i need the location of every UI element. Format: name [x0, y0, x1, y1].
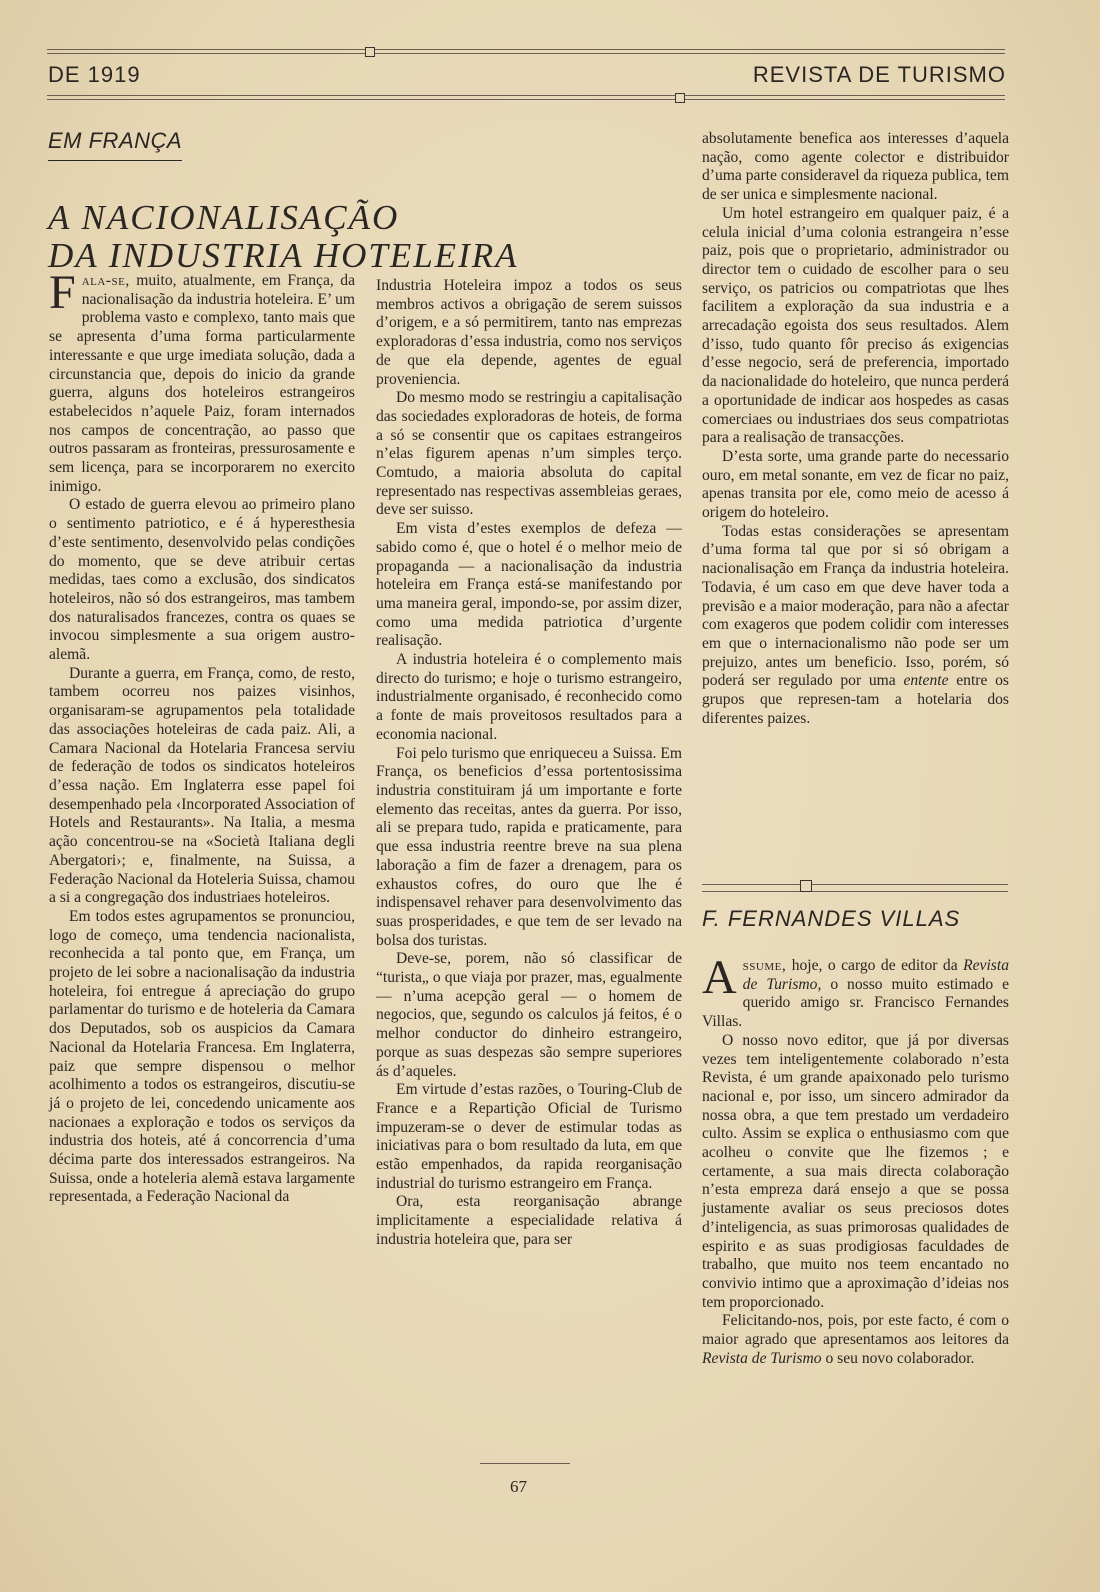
page-number: 67	[510, 1477, 527, 1496]
paragraph-text: muito, atualmente, em França, da nacionalisação da industria hoteleira. E’ um problema vasto e complexo, tanto mais que se apresenta d’uma forma particularmente interessante e que urge imediata solução, dada a circunstancia que, depois do inicio da grande guerra, alguns dos hoteleiros estrangeiros estabelecidos n’aquele Paiz, foram internados nos campos de concentração, ao passo que outros passaram as fronteiras, pressurosamente e sem licença, para se incorporarem no exercito inimigo.	[49, 272, 355, 495]
article-paragraph: Em vista d’estes exemplos de defeza — sabido como é, que o hotel é o melhor meio de propaganda — a nacionalisação da industria hoteleira em França está-se manifestando por uma maneira geral, impondo-se, por assim dizer, como uma medida patriotica d’urgente realisação.	[376, 520, 682, 650]
header-rule-ornament	[675, 93, 685, 103]
notice-heading: F. FERNANDES VILLAS	[702, 906, 961, 931]
article-paragraph: Um hotel estrangeiro em qualquer paiz, é a celula inicial d’uma colonia estrangeira n’esse paiz, pois que o proprietario, administrador ou director tem o cuidado de escolher para o seu serviço, os patricios ou compatriotas que lhes facilitem a exploração da sua industria e a arrecadação egoista dos seus resultados. Alem d’isso, tudo quanto fôr preciso ás exigencias d’esse negocio, será de preferencia, importado da nacionalidade do hoteleiro, que nunca perderá a oportunidade de indicar aos hospedes as casas comerciaes ou industriaes dos seus compatriotas para a realisação de transacções.	[702, 204, 1009, 447]
article-paragraph	[49, 266, 355, 496]
article-headline	[48, 199, 648, 275]
section-kicker: EM FRANÇA	[48, 128, 182, 161]
article-paragraph: Em virtude d’estas razões, o Touring-Club de France e a Repartição Oficial de Turismo impuzeram-se o dever de estimular todas as iniciativas para o bom resultado da luta, em que estão empenhados, da rapida reorganisação industrial do turismo estrangeiro em França.	[376, 1081, 682, 1192]
notice-column	[702, 951, 1009, 1368]
paragraph-text: Todas estas considerações se apresentam d’uma forma tal que por si só obrigam a nacionalisação em França da industria hoteleira. Todavia, é um caso em que deve haver toda a previsão e a maior moderação, para não a afectar com exageros que podem colidir com interesses em que o internacionalismo não pode ser um prejuizo, antes um beneficio. Isso, porém, só poderá ser regulado por uma	[702, 522, 1009, 690]
running-head-date: DE 1919	[48, 62, 141, 87]
italic-title: Revista de Turismo	[702, 1349, 822, 1367]
paragraph-text: o nosso muito estimado e querido amigo sr. Francisco Fernandes Villas.	[702, 975, 1009, 1031]
italic-term: entente	[903, 672, 949, 690]
article-paragraph: D’esta sorte, uma grande parte do necessario ouro, em metal sonante, em vez de ficar no paiz, apenas transita por ele, como meio de acesso á origem do hoteleiro.	[702, 447, 1009, 522]
section-divider	[702, 884, 1008, 892]
headline-line-2: DA INDUSTRIA HOTELEIRA	[48, 236, 519, 276]
italic-title: Revista de Turismo,	[742, 957, 1009, 993]
paragraph-text: o seu novo colaborador.	[821, 1349, 975, 1367]
divider-ornament	[800, 880, 812, 892]
notice-paragraph	[702, 1312, 1009, 1368]
article-paragraph: Deve-se, porem, não só classificar de “turista„ o que viaja por prazer, mas, egualmente — n’uma acepção geral — o homem de negocios, que, segundo os calculos já feitos, é o melhor conductor do dinheiro estrangeiro, porque as suas despezas são sempre superiores ás d’aqueles.	[376, 950, 682, 1080]
article-paragraph: Do mesmo modo se restringiu a capitalisação das sociedades exploradoras de hoteis, de forma a só se consentir que os capitaes estrangeiros n’elas figurem apenas n’um simples terço. Comtudo, a maioria absoluta do capital representado nas respectivas assembleias geraes, deve ser suisso.	[376, 389, 682, 519]
lead-smallcaps: ala-se,	[81, 272, 130, 289]
header-rule-top	[47, 49, 1005, 54]
article-paragraph: Industria Hoteleira impoz a todos os seus membros activos a obrigação de serem suissos d’origem, e a só permitirem, tanto nas emprezas exploradoras d’essa industria, como nos serviços de que ela depende, agentes de egual proveniencia.	[376, 277, 682, 388]
paragraph-text: entre os grupos que represen-tam a hotelaria dos diferentes paizes.	[702, 672, 1009, 727]
header-rule-ornament	[365, 47, 375, 57]
article-paragraph: Durante a guerra, em França, como, de resto, tambem ocorreu nos paizes visinhos, organisaram-se agrupamentos pela totalidade das associações hoteleiras de cada paiz. Ali, a Camara Nacional da Hotelaria Francesa serviu de federação de todos os sindicatos hoteleiros d’essa nação. Em Inglaterra esse papel foi desempenhado pela ‹Incorporated Association of Hotels and Restaurants». Na Italia, a mesma ação concentrou-se na «Società Italiana degli Abergatori›; e, finalmente, na Suissa, a Federação Nacional da Hoteleria Suissa, chamou a si a congregação dos industriaes hoteleiros.	[49, 664, 355, 907]
drop-cap: A	[702, 951, 737, 1004]
article-column-1	[49, 266, 355, 1207]
article-paragraph: Ora, esta reorganisação abrange implicitamente a especialidade relativa á industria hoteleira que, para ser	[376, 1193, 682, 1248]
article-paragraph: Foi pelo turismo que enriqueceu a Suissa. Em França, os beneficios d’essa portentosissima industria constituiram já um importante e forte elemento das receitas, antes da guerra. Por isso, ali se prepara tudo, rapida e praticamente, para que essa industria reentre breve na sua plena laboração a fim de fazer a drenagem, para os exhaustos cofres, do ouro que lhe é indispensavel rehaver para desenvolvimento das suas prosperidades, e que tem de ser levado na bolsa dos turistas.	[376, 744, 682, 949]
article-paragraph: A industria hoteleira é o complemento mais directo do turismo; e hoje o turismo estrangeiro, industrialmente organisado, é reconhecido como a fonte de mais proveitosos resultados para a economia nacional.	[376, 651, 682, 743]
header-rule-bottom	[47, 95, 1005, 100]
article-column-2	[376, 277, 682, 1250]
lead-smallcaps: ssume,	[742, 957, 787, 974]
running-head-title: REVISTA DE TURISMO	[752, 62, 1006, 87]
article-paragraph	[702, 523, 1009, 729]
drop-cap: F	[49, 266, 76, 319]
footer-rule	[480, 1463, 570, 1464]
notice-paragraph	[702, 951, 1009, 1032]
notice-paragraph: O nosso novo editor, que já por diversas vezes tem inteligentemente colaborado n’esta Revista, é um grande apaixonado pelo turismo nacional e, por isso, um sincero admirador da nossa obra, a que tem prestado um verdadeiro culto. Assim se explica o enthusiasmo com que acolheu o convite que lhe fizemos ; e certamente, a sua mais directa colaboração n’esta empreza dará ensejo a que se possa justamente avaliar os seus preciosos dotes d’inteligencia, as suas primorosas qualidades de espirito e as suas prodigiosas faculdades de trabalho, que muito nos teem encantado no convivio intimo que a aproximação d’ideias nos tem proporcionado.	[702, 1031, 1009, 1311]
article-paragraph: O estado de guerra elevou ao primeiro plano o sentimento patriotico, e é á hyperesthesia d’este sentimento, desenvolvido pelas condições do momento, que se deve atribuir certas medidas, taes como a exclusão, dos sindicatos hoteleiros, não só dos estrangeiros, mas tambem dos naturalisados francezes, contra os quaes se invocou simplesmente a sua origem austro-alemã.	[49, 496, 355, 664]
article-paragraph: Em todos estes agrupamentos se pronunciou, logo de começo, uma tendencia nacionalista, reconhecida a tal ponto que, em França, um projeto de lei sobre a nacionalisação da industria hoteleira, foi entregue á apreciação do grupo parlamentar do turismo e de hoteleria da Camara dos Deputados, sob os auspicios da Camara Nacional da Hotelaria Francesa. Em Inglaterra, paiz que sempre dispensou o melhor acolhimento a todos os estrangeiros, discutiu-se já o projeto de lei, concedendo unicamente aos nacionaes a exploração e todos os serviços da industria dos hoteis, até á concorrencia d’uma décima parte dos interessados estrangeiros. Na Suissa, onde a hoteleria alemã estava largamente representada, a Federação Nacional da	[49, 907, 355, 1206]
paragraph-text: Felicitando-nos, pois, por este facto, é com o maior agrado que apresentamos aos leitores da	[702, 1312, 1009, 1349]
paragraph-text: hoje, o cargo de editor da	[786, 957, 964, 974]
article-paragraph: absolutamente benefica aos interesses d’aquela nação, como agente colector e distribuidor d’uma parte consideravel da riqueza publica, tem de ser unica e simplesmente nacional.	[702, 130, 1009, 204]
headline-line-1: A NACIONALISAÇÃO	[48, 198, 400, 238]
article-column-3	[702, 130, 1009, 729]
